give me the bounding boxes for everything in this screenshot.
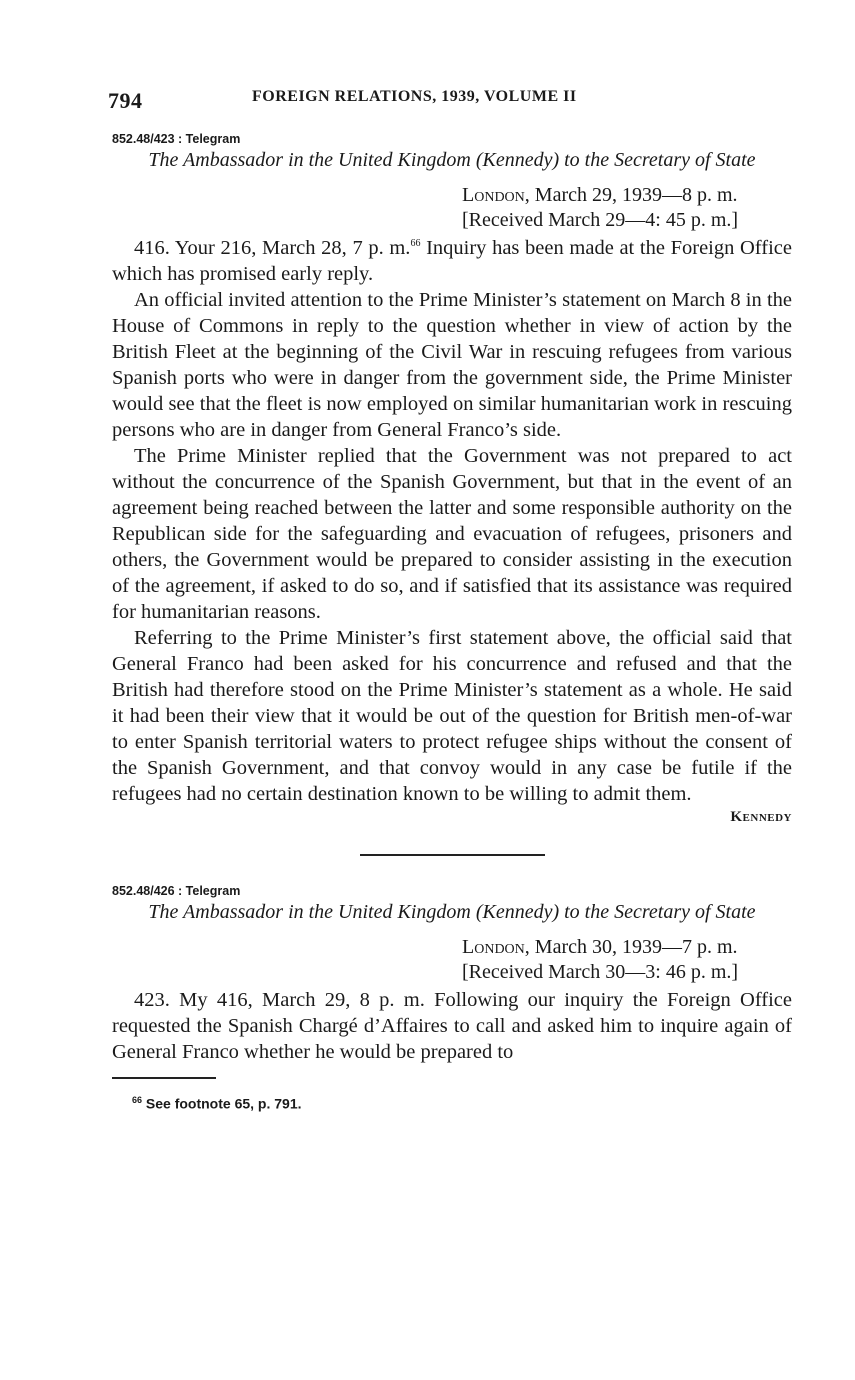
file-number: 852.48/426 : Telegram (112, 884, 241, 898)
document-page (108, 78, 792, 1112)
footnote-divider (112, 1077, 216, 1079)
paragraph: 423. My 416, March 29, 8 p. m. Following our inquiry the Foreign Office requested the Spanish Chargé d’Affaires to call and asked him to inquire again of General Franco whether he would be prepared to (112, 989, 792, 1063)
dateline (462, 935, 792, 985)
file-number: 852.48/423 : Telegram (112, 132, 241, 146)
signature: Kennedy (730, 809, 792, 825)
section-divider (360, 854, 545, 856)
dateline-date: March 29, 1939—8 p. m. (529, 184, 738, 206)
dateline-place: London, (462, 936, 530, 958)
paragraph-text: Inquiry has been made at the Foreign Office which has promised early reply. (112, 237, 792, 285)
footnote-mark: 66 (132, 1095, 143, 1105)
dateline-place: London, (462, 184, 530, 206)
paragraph: An official invited attention to the Prime Minister’s statement on March 8 in the House of Commons in reply to the question whether in view of action by the British Fleet at the beginning of the Civil War in rescuing refugees from various Spanish ports who were in danger from the government side, the Prime Minister would see that the fleet is now employed on similar humanitarian work in rescuing persons who are in danger from General Franco’s side. (112, 289, 792, 441)
document-title: The Ambassador in the United Kingdom (Kennedy) to the Secretary of State (148, 901, 756, 923)
received-line: [Received March 30—3: 46 p. m.] (462, 961, 739, 983)
dateline-date: March 30, 1939—7 p. m. (529, 936, 738, 958)
footnote (132, 1095, 792, 1112)
running-title: FOREIGN RELATIONS, 1939, VOLUME II (252, 88, 577, 105)
running-header (108, 78, 792, 113)
document-title: The Ambassador in the United Kingdom (Kennedy) to the Secretary of State (148, 149, 756, 171)
received-line: [Received March 29—4: 45 p. m.] (462, 209, 739, 231)
paragraph (112, 235, 792, 287)
footnote-reference: 66 (410, 238, 421, 250)
telegram-426 (112, 884, 792, 1065)
footnote-text: See footnote 65, p. 791. (145, 1095, 302, 1112)
page-number: 794 (108, 88, 143, 113)
paragraph: Referring to the Prime Minister’s first statement above, the official said that General Franco had been asked for his concurrence and refused and that the British had therefore stood on the Prime Minister’s statement as a whole. He said it had been their view that it would be out of the question for British men-of-war to enter Spanish territorial waters to protect refugee ships without the consent of the Spanish Government, and that convoy would in any case be futile if the refugees had no certain destination known to be willing to admit them. (112, 627, 792, 805)
telegram-423 (112, 132, 792, 826)
paragraph: The Prime Minister replied that the Government was not prepared to act without the concurrence of the Spanish Government, but that in the event of an agreement being reached between the latter and some responsible authority on the Republican side for the safeguarding and evacuation of refugees, prisoners and others, the Government would be prepared to consider assisting in the execution of the agreement, if asked to do so, and if satisfied that its assistance was required for humanitarian reasons. (112, 445, 792, 623)
paragraph-lead: 416. Your 216, March 28, 7 p. m. (134, 237, 411, 259)
dateline (462, 183, 792, 233)
